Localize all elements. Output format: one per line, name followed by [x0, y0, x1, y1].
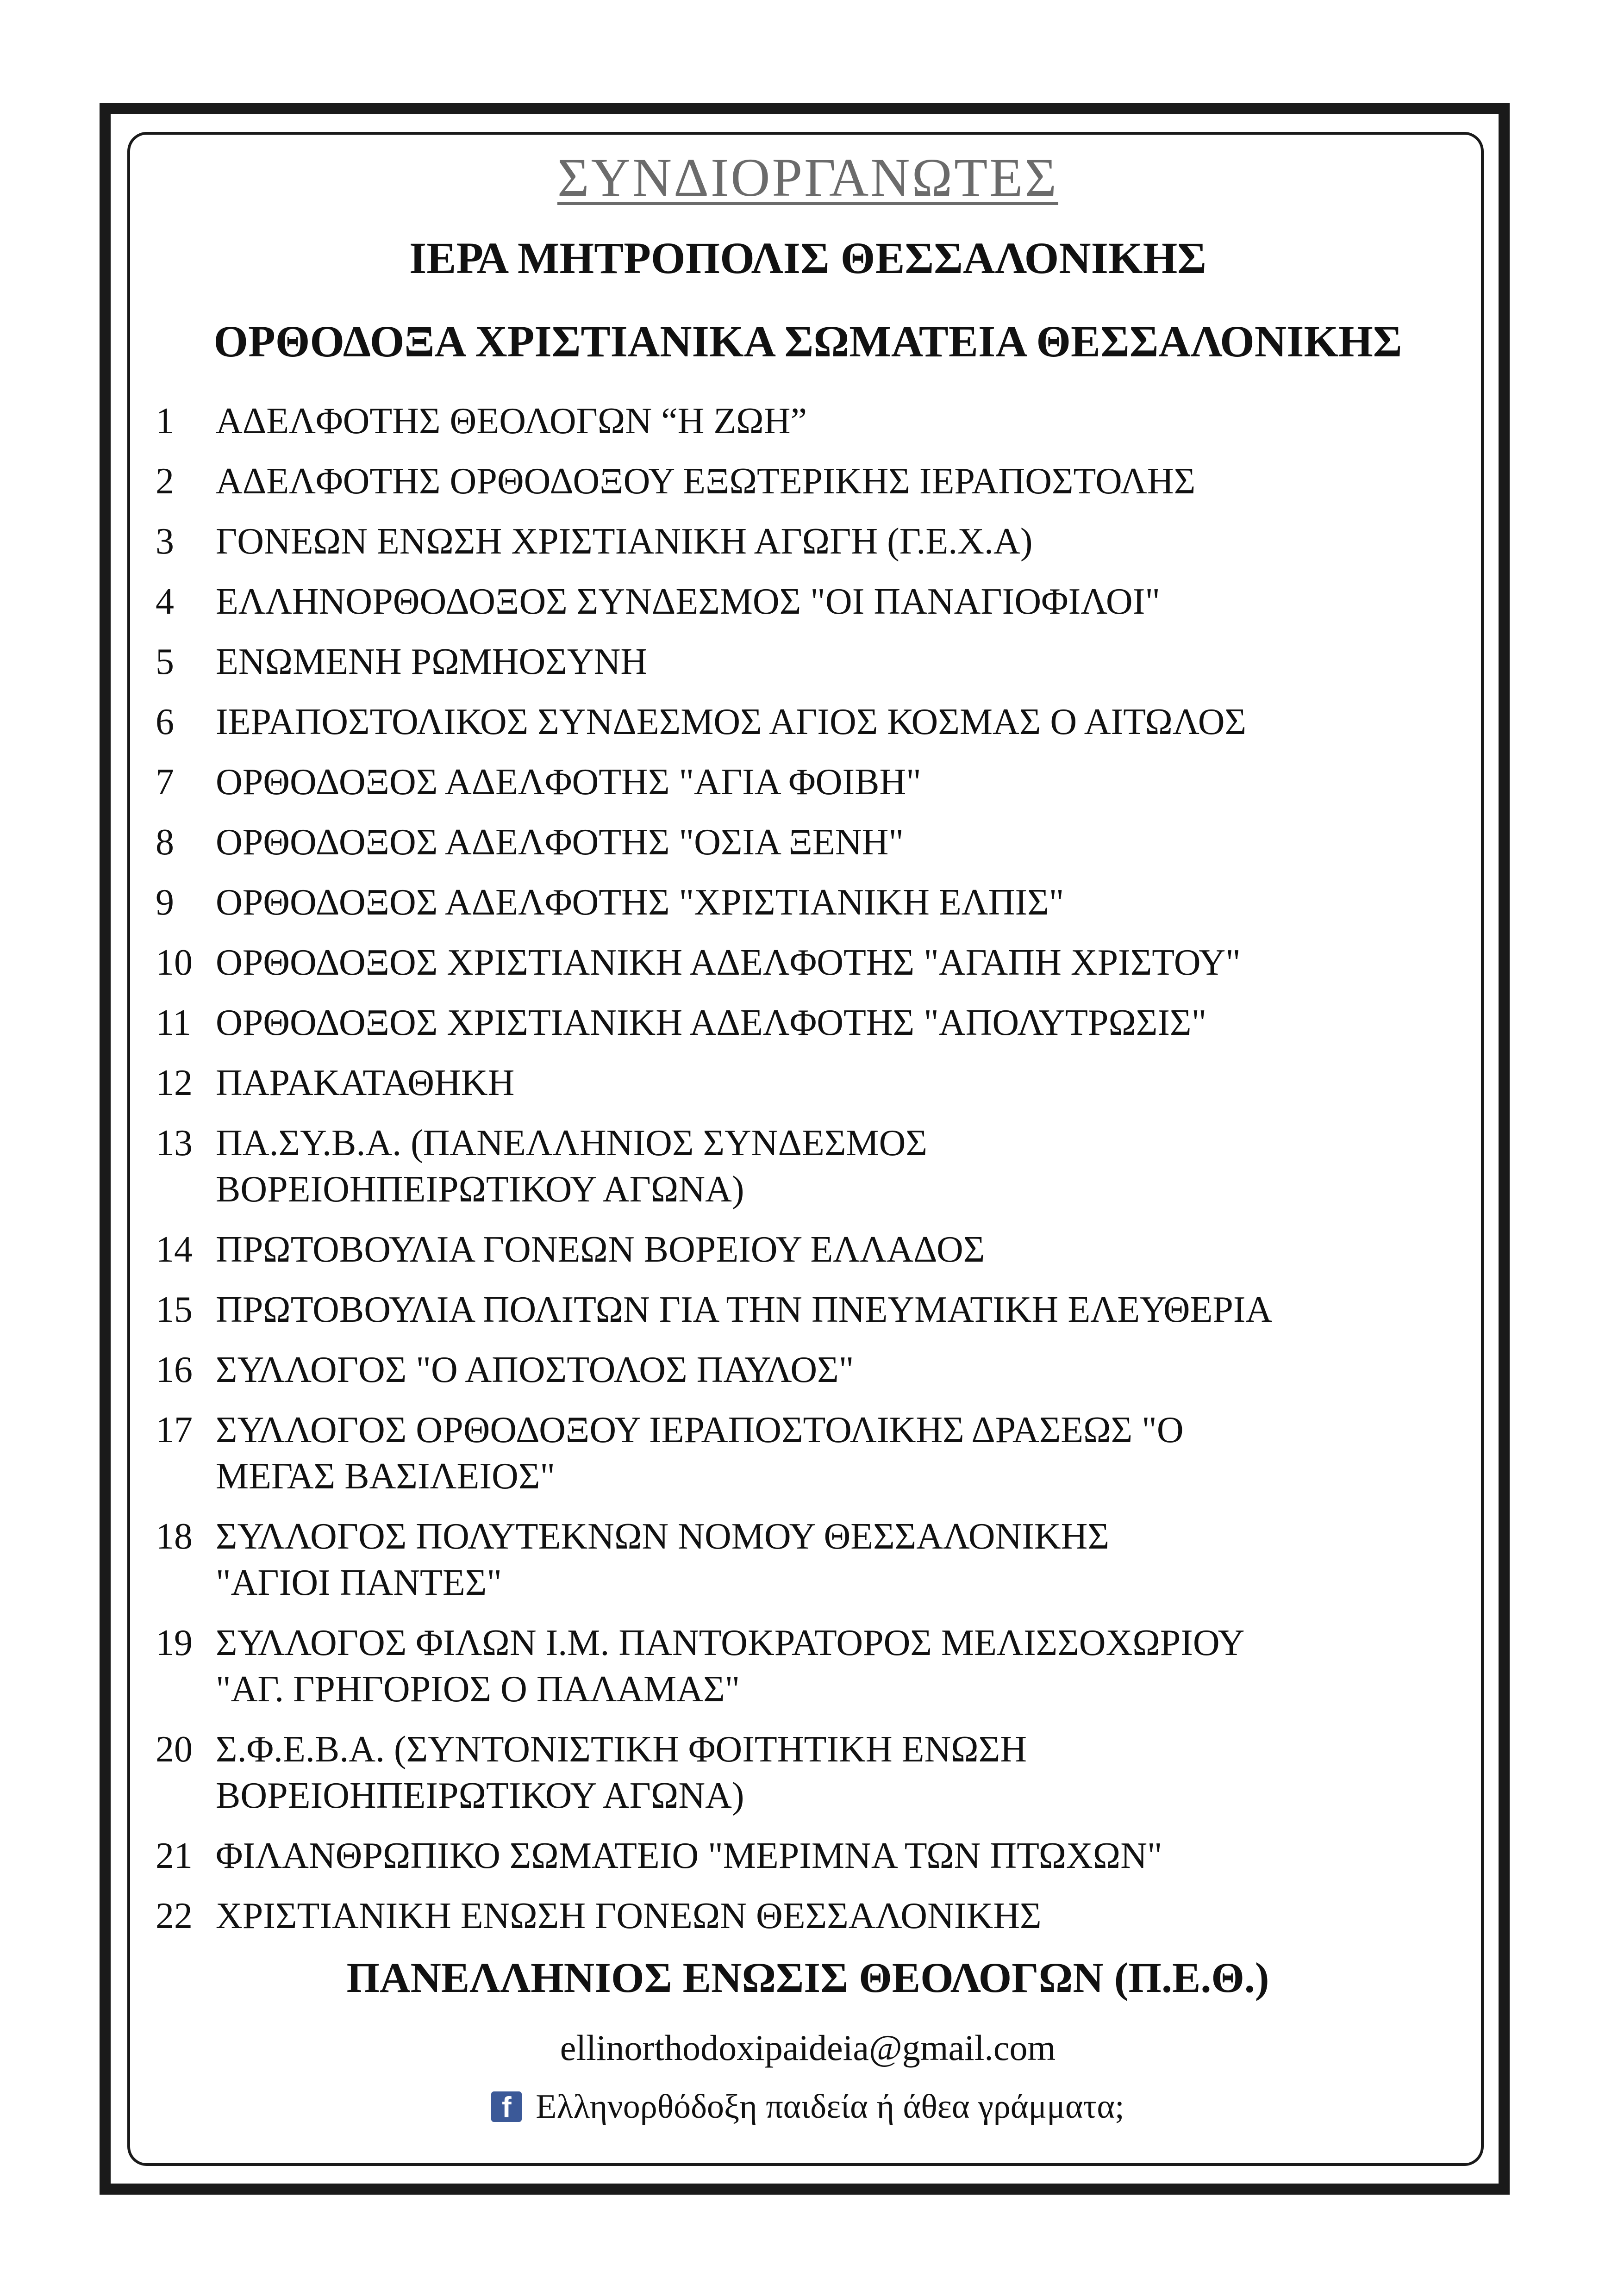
list-item-number: 13 [156, 1123, 193, 1164]
list-item [156, 579, 1463, 625]
list-item-number: 17 [156, 1410, 193, 1450]
list-item-number: 7 [156, 762, 174, 803]
list-item-name: ΟΡΘΟΔΟΞΟΣ ΧΡΙΣΤΙΑΝΙΚΗ ΑΔΕΛΦΟΤΗΣ "ΑΠΟΛΥΤΡΩΣΙΣ" [216, 1002, 1207, 1043]
list-item-name: ΑΔΕΛΦΟΤΗΣ ΟΡΘΟΔΟΞΟΥ ΕΞΩΤΕΡΙΚΗΣ ΙΕΡΑΠΟΣΤΟΛΗΣ [216, 461, 1196, 502]
list-item-name: ΠΡΩΤΟΒΟΥΛΙΑ ΠΟΛΙΤΩΝ ΓΙΑ ΤΗΝ ΠΝΕΥΜΑΤΙΚΗ ΕΛΕΥΘΕΡΙΑ [216, 1289, 1273, 1330]
list-item [156, 398, 1463, 444]
list-item [156, 940, 1463, 986]
list-item-number: 1 [156, 401, 174, 442]
list-item-number: 10 [156, 942, 193, 983]
list-item-number: 21 [156, 1836, 193, 1876]
list-item-name: ΣΥΛΛΟΓΟΣ ΟΡΘΟΔΟΞΟΥ ΙΕΡΑΠΟΣΤΟΛΙΚΗΣ ΔΡΑΣΕΩΣ "Ο ΜΕΓΑΣ ΒΑΣΙΛΕΙΟΣ" [216, 1410, 1184, 1497]
list-item [156, 1120, 1463, 1213]
list-item-number: 22 [156, 1896, 193, 1936]
list-item [156, 1226, 1463, 1273]
list-item-name: ΣΥΛΛΟΓΟΣ ΦΙΛΩΝ Ι.Μ. ΠΑΝΤΟΚΡΑΤΟΡΟΣ ΜΕΛΙΣΣΟΧΩΡΙΟΥ "ΑΓ. ΓΡΗΓΟΡΙΟΣ Ο ΠΑΛΑΜΑΣ" [216, 1623, 1245, 1710]
list-item [156, 1726, 1463, 1819]
list-item-name: ΕΝΩΜΕΝΗ ΡΩΜΗΟΣΥΝΗ [216, 641, 648, 682]
list-item [156, 819, 1463, 865]
list-item-name: ΠΑ.ΣΥ.Β.Α. (ΠΑΝΕΛΛΗΝΙΟΣ ΣΥΝΔΕΣΜΟΣ ΒΟΡΕΙΟΗΠΕΙΡΩΤΙΚΟΥ ΑΓΩΝΑ) [216, 1123, 927, 1210]
list-item [156, 879, 1463, 926]
facebook-line [153, 2084, 1463, 2130]
list-item-name: ΓΟΝΕΩΝ ΕΝΩΣΗ ΧΡΙΣΤΙΑΝΙΚΗ ΑΓΩΓΗ (Γ.Ε.Χ.Α) [216, 521, 1033, 562]
list-item-number: 18 [156, 1516, 193, 1557]
list-item-name: ΣΥΛΛΟΓΟΣ "Ο ΑΠΟΣΤΟΛΟΣ ΠΑΥΛΟΣ" [216, 1350, 854, 1390]
list-item-number: 5 [156, 641, 174, 682]
list-item-name: ΦΙΛΑΝΘΡΩΠΙΚΟ ΣΩΜΑΤΕΙΟ "ΜΕΡΙΜΝΑ ΤΩΝ ΠΤΩΧΩΝ" [216, 1836, 1162, 1876]
list-item-number: 20 [156, 1729, 193, 1770]
list-item-name: ΠΡΩΤΟΒΟΥΛΙΑ ΓΟΝΕΩΝ ΒΟΡΕΙΟΥ ΕΛΛΑΔΟΣ [216, 1229, 985, 1270]
list-item-number: 4 [156, 581, 174, 622]
list-item-name: ΙΕΡΑΠΟΣΤΟΛΙΚΟΣ ΣΥΝΔΕΣΜΟΣ ΑΓΙΟΣ ΚΟΣΜΑΣ Ο ΑΙΤΩΛΟΣ [216, 702, 1247, 742]
metropolis-title: ΙΕΡΑ ΜΗΤΡΟΠΟΛΙΣ ΘΕΣΣΑΛΟΝΙΚΗΣ [409, 233, 1207, 283]
list-item-name: ΑΔΕΛΦΟΤΗΣ ΘΕΟΛΟΓΩΝ “Η ΖΩΗ” [216, 401, 807, 442]
list-item-number: 12 [156, 1063, 193, 1103]
list-item [156, 518, 1463, 565]
list-item-number: 3 [156, 521, 174, 562]
list-item-number: 2 [156, 461, 174, 502]
list-item-name: Σ.Φ.Ε.Β.Α. (ΣΥΝΤΟΝΙΣΤΙΚΗ ΦΟΙΤΗΤΙΚΗ ΕΝΩΣΗ ΒΟΡΕΙΟΗΠΕΙΡΩΤΙΚΟΥ ΑΓΩΝΑ) [216, 1729, 1027, 1816]
list-item-number: 16 [156, 1350, 193, 1390]
organization-list [153, 398, 1463, 1939]
list-item-number: 8 [156, 822, 174, 863]
associations-title: ΟΡΘΟΔΟΞΑ ΧΡΙΣΤΙΑΝΙΚΑ ΣΩΜΑΤΕΙΑ ΘΕΣΣΑΛΟΝΙΚΗΣ [213, 317, 1402, 366]
facebook-icon: f [491, 2091, 522, 2122]
list-item-number: 19 [156, 1623, 193, 1663]
list-item-name: ΟΡΘΟΔΟΞΟΣ ΑΔΕΛΦΟΤΗΣ "ΟΣΙΑ ΞΕΝΗ" [216, 822, 904, 863]
list-item [156, 1287, 1463, 1333]
list-item [156, 458, 1463, 504]
list-item [156, 1347, 1463, 1393]
list-item-name: ΠΑΡΑΚΑΤΑΘΗΚΗ [216, 1063, 515, 1103]
list-item-number: 9 [156, 882, 174, 923]
list-item [156, 759, 1463, 805]
list-item-number: 11 [156, 1002, 192, 1043]
list-item-name: ΧΡΙΣΤΙΑΝΙΚΗ ΕΝΩΣΗ ΓΟΝΕΩΝ ΘΕΣΣΑΛΟΝΙΚΗΣ [216, 1896, 1042, 1936]
email-address: ellinorthodoxipaideia@gmail.com [560, 2028, 1056, 2068]
facebook-page-name: Ελληνορθόδοξη παιδεία ή άθεα γράμματα; [536, 2087, 1124, 2126]
list-item [156, 1893, 1463, 1939]
list-item-name: ΟΡΘΟΔΟΞΟΣ ΑΔΕΛΦΟΤΗΣ "ΑΓΙΑ ΦΟΙΒΗ" [216, 762, 921, 803]
list-item [156, 699, 1463, 745]
list-item-number: 14 [156, 1229, 193, 1270]
list-item [156, 639, 1463, 685]
list-item [156, 1513, 1463, 1606]
union-title: ΠΑΝΕΛΛΗΝΙΟΣ ΕΝΩΣΙΣ ΘΕΟΛΟΓΩΝ (Π.Ε.Θ.) [346, 1954, 1269, 2001]
list-item [156, 1620, 1463, 1712]
list-item [156, 1833, 1463, 1879]
list-item-number: 6 [156, 702, 174, 742]
list-item-name: ΟΡΘΟΔΟΞΟΣ ΑΔΕΛΦΟΤΗΣ "ΧΡΙΣΤΙΑΝΙΚΗ ΕΛΠΙΣ" [216, 882, 1064, 923]
list-item [156, 1000, 1463, 1046]
list-item [156, 1060, 1463, 1106]
section-label: ΣΥΝΔΙΟΡΓΑΝΩΤΕΣ [557, 147, 1059, 208]
list-item-name: ΟΡΘΟΔΟΞΟΣ ΧΡΙΣΤΙΑΝΙΚΗ ΑΔΕΛΦΟΤΗΣ "ΑΓΑΠΗ ΧΡΙΣΤΟΥ" [216, 942, 1241, 983]
document-content [153, 143, 1463, 2130]
list-item [156, 1407, 1463, 1500]
list-item-name: ΕΛΛΗΝΟΡΘΟΔΟΞΟΣ ΣΥΝΔΕΣΜΟΣ "ΟΙ ΠΑΝΑΓΙΟΦΙΛΟΙ" [216, 581, 1160, 622]
list-item-name: ΣΥΛΛΟΓΟΣ ΠΟΛΥΤΕΚΝΩΝ ΝΟΜΟΥ ΘΕΣΣΑΛΟΝΙΚΗΣ "ΑΓΙΟΙ ΠΑΝΤΕΣ" [216, 1516, 1109, 1603]
list-item-number: 15 [156, 1289, 193, 1330]
